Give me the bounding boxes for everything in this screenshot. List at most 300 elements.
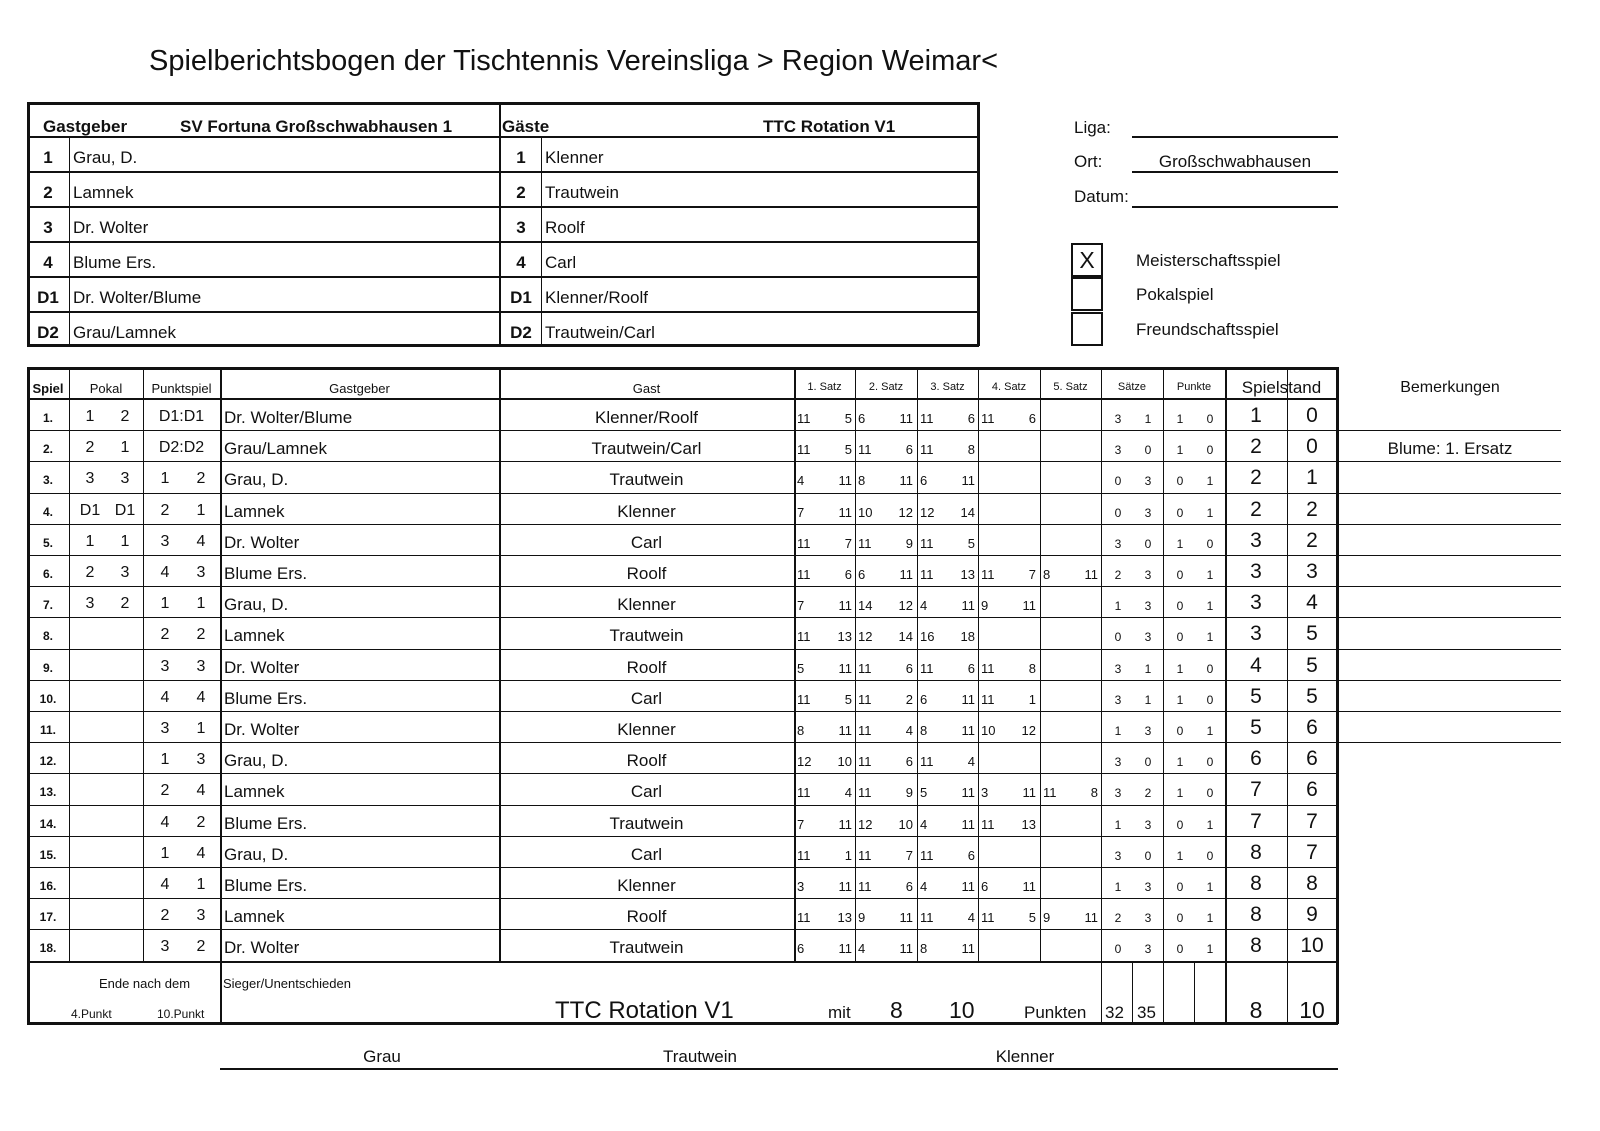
spielstand-guest: 5 <box>1306 653 1318 677</box>
punkte-home: 1 <box>1176 536 1184 551</box>
col-line <box>1287 961 1288 1024</box>
set-score-guest: 11 <box>838 816 852 832</box>
punkte-home: 0 <box>1176 724 1184 738</box>
row-line <box>27 555 1338 556</box>
guest-player: Roolf <box>626 751 667 771</box>
punkte-home: 0 <box>1176 474 1184 489</box>
set-score-home: 12 <box>858 816 873 832</box>
guest-player: Carl <box>630 532 663 552</box>
punkte-guest: 0 <box>1206 755 1214 770</box>
spielstand-home: 7 <box>1250 809 1262 833</box>
col-line <box>220 961 222 1024</box>
set-score-home: 8 <box>920 941 928 957</box>
col-line <box>1101 367 1102 961</box>
punkte-guest: 1 <box>1206 880 1214 894</box>
set-score-guest: 2 <box>905 691 913 707</box>
remarks-line <box>1338 430 1561 431</box>
col-header-saetze: Sätze <box>1117 381 1147 393</box>
pokal-a: 2 <box>85 439 95 457</box>
punkte-guest: 0 <box>1206 848 1214 863</box>
set-score-home: 11 <box>920 567 934 582</box>
spielstand-home: 2 <box>1250 497 1262 521</box>
set-score-home: 11 <box>981 691 995 707</box>
punkte-home: 0 <box>1176 911 1184 926</box>
remarks-line <box>1338 742 1561 743</box>
spielstand-guest: 4 <box>1306 591 1318 615</box>
sieger-label: Sieger/Unentschieden <box>223 976 351 991</box>
ort-label: Ort: <box>1074 152 1103 171</box>
set-score-home: 10 <box>981 723 996 738</box>
set-score-home: 11 <box>920 660 934 676</box>
remark: Blume: 1. Ersatz <box>1387 439 1513 459</box>
set-score-home: 4 <box>920 879 928 894</box>
punktspiel-a: 1 <box>160 595 170 613</box>
set-score-home: 11 <box>920 442 934 458</box>
row-line <box>27 461 1338 462</box>
guest-player: Klenner <box>617 595 676 615</box>
punkte-home: 0 <box>1176 568 1184 582</box>
set-score-home: 11 <box>797 910 811 926</box>
guest-player-number: D1 <box>510 288 532 307</box>
set-score-home: 11 <box>797 629 811 645</box>
spielstand-guest: 7 <box>1306 840 1318 864</box>
set-score-home: 11 <box>858 660 872 676</box>
spielstand-guest: 3 <box>1306 560 1318 583</box>
col-line <box>1163 961 1164 1024</box>
spielstand-guest: 6 <box>1306 716 1318 739</box>
set-score-guest: 10 <box>837 754 852 770</box>
punkte-guest: 1 <box>1206 568 1214 582</box>
spielstand-home: 1 <box>1250 404 1262 427</box>
punkte-home: 0 <box>1176 505 1184 520</box>
set-score-home: 11 <box>920 535 934 551</box>
set-score-guest: 11 <box>899 411 913 426</box>
set-score-guest: 11 <box>1084 567 1098 582</box>
saetze-guest: 1 <box>1144 412 1152 426</box>
set-score-home: 5 <box>797 660 805 676</box>
set-score-guest: 11 <box>838 941 852 957</box>
set-score-guest: 7 <box>905 847 913 863</box>
set-score-guest: 13 <box>960 567 975 582</box>
set-score-home: 5 <box>920 785 928 801</box>
set-score-home: 7 <box>797 504 805 520</box>
saetze-home: 3 <box>1114 786 1122 801</box>
set-score-home: 8 <box>858 473 866 489</box>
home-player: Blume Ers. <box>224 564 308 583</box>
set-score-home: 11 <box>981 910 995 926</box>
guest-player-name: Carl <box>545 253 577 272</box>
saetze-home: 3 <box>1114 755 1122 770</box>
guest-player: Trautwein <box>609 938 684 958</box>
spielstand-guest: 2 <box>1306 528 1318 552</box>
set-score-home: 6 <box>981 879 989 894</box>
ende-label: Ende nach dem <box>98 976 191 991</box>
punkte-guest: 1 <box>1206 630 1214 645</box>
col-header-gast: Gast <box>632 381 661 396</box>
saetze-guest: 3 <box>1144 911 1152 926</box>
set-score-home: 11 <box>858 535 872 551</box>
set-score-home: 3 <box>797 879 805 894</box>
saetze-home: 1 <box>1114 817 1122 832</box>
set-score-home: 12 <box>797 754 812 770</box>
col-header-bemerkungen: Bemerkungen <box>1400 379 1500 396</box>
col-header-satz1: 1. Satz <box>807 381 842 393</box>
row-line <box>27 430 1338 431</box>
spielstand-guest: 0 <box>1306 435 1318 459</box>
set-score-home: 14 <box>858 598 873 614</box>
team-box-border <box>977 102 980 346</box>
set-score-home: 11 <box>797 411 811 426</box>
col-line <box>1287 367 1288 961</box>
set-score-guest: 6 <box>905 754 913 770</box>
punktspiel-a: 4 <box>160 813 170 831</box>
pokal-b: 3 <box>120 470 130 488</box>
header-line <box>27 398 1338 400</box>
pokal-b: 2 <box>120 595 130 613</box>
match-type-label: Meisterschaftsspiel <box>1136 251 1281 270</box>
set-score-guest: 9 <box>905 535 913 551</box>
set-score-home: 11 <box>858 691 872 707</box>
set-score-home: 9 <box>858 910 866 926</box>
punktspiel-pair: D1:D1 <box>158 408 205 425</box>
row-line <box>27 836 1338 837</box>
home-player: Dr. Wolter <box>224 657 300 677</box>
set-score-guest: 11 <box>838 879 852 894</box>
team-row-line <box>27 241 979 243</box>
set-score-guest: 4 <box>844 785 852 801</box>
set-score-home: 11 <box>858 723 872 738</box>
remarks-line <box>1338 555 1561 556</box>
set-score-home: 11 <box>858 785 872 801</box>
col-header-gastgeber: Gastgeber <box>329 381 390 396</box>
set-score-home: 11 <box>981 660 995 676</box>
punkte-guest: 0 <box>1206 536 1214 551</box>
set-score-home: 11 <box>858 847 872 863</box>
match-type-label: Freundschaftsspiel <box>1136 320 1279 339</box>
punktspiel-b: 2 <box>196 938 206 956</box>
col-line <box>1194 961 1195 1024</box>
punkte-guest: 0 <box>1206 443 1214 458</box>
row-number: 2. <box>42 442 53 457</box>
winner-team: TTC Rotation V1 <box>555 997 734 1024</box>
pokal-b: 2 <box>120 408 130 425</box>
punktspiel-a: 4 <box>160 688 170 706</box>
set-score-guest: 6 <box>967 847 975 863</box>
punktspiel-a: 1 <box>160 844 170 862</box>
punktspiel-b: 3 <box>196 564 206 581</box>
set-score-guest: 7 <box>1028 567 1036 582</box>
set-score-home: 11 <box>858 879 872 894</box>
set-score-guest: 11 <box>961 816 975 832</box>
home-player: Blume Ers. <box>224 688 308 708</box>
saetze-guest: 3 <box>1144 817 1152 832</box>
punkte-guest: 1 <box>1206 817 1214 832</box>
row-line <box>27 773 1338 774</box>
spielstand-guest: 0 <box>1306 404 1318 427</box>
col-header-satz5: 5. Satz <box>1053 381 1088 393</box>
col-line <box>855 367 856 961</box>
saetze-guest: 0 <box>1144 443 1152 458</box>
row-line <box>27 805 1338 806</box>
team-row-line <box>27 276 979 278</box>
punktspiel-a: 4 <box>160 564 170 581</box>
row-number: 7. <box>42 598 53 613</box>
guest-label: Gäste <box>502 117 550 136</box>
set-score-guest: 13 <box>1021 816 1036 832</box>
set-score-home: 8 <box>1043 567 1051 582</box>
saetze-home: 0 <box>1114 630 1122 645</box>
set-score-guest: 11 <box>961 691 975 707</box>
col-header-satz4: 4. Satz <box>991 381 1027 393</box>
page-title: Spielberichtsbogen der Tischtennis Vereinsliga > Region Weimar< <box>149 45 999 77</box>
home-player-name: Blume Ers. <box>73 253 157 272</box>
saetze-home: 1 <box>1114 880 1122 894</box>
set-score-home: 12 <box>920 504 935 520</box>
home-player: Dr. Wolter/Blume <box>224 408 353 427</box>
remarks-line <box>1338 461 1561 462</box>
punktspiel-a: 3 <box>160 720 170 737</box>
spielstand-guest: 5 <box>1306 622 1318 646</box>
remarks-line <box>1338 711 1561 712</box>
punktspiel-b: 1 <box>196 720 206 737</box>
row-number: 18. <box>39 941 57 956</box>
home-player: Dr. Wolter <box>224 532 300 552</box>
row-number: 13. <box>39 785 57 800</box>
remarks-line <box>1338 524 1561 525</box>
spielstand-home: 4 <box>1250 653 1262 677</box>
pokal-a: 2 <box>85 564 95 581</box>
col-line <box>1163 367 1164 961</box>
spielstand-home: 2 <box>1250 435 1262 459</box>
set-score-home: 11 <box>920 847 934 863</box>
guest-player-number: 3 <box>516 218 526 237</box>
spielstand-home: 3 <box>1250 560 1262 583</box>
punktspiel-a: 2 <box>160 501 170 519</box>
guest-player: Trautwein/Carl <box>591 439 702 459</box>
punkte-guest: 1 <box>1206 474 1214 489</box>
punktspiel-a: 2 <box>160 626 170 644</box>
home-player-number: D2 <box>37 323 59 342</box>
punkt10-label: 10.Punkt <box>157 1007 205 1021</box>
col-line <box>794 367 796 961</box>
col-header-punktspiel: Punktspiel <box>151 381 212 396</box>
set-score-home: 11 <box>1043 785 1057 801</box>
set-score-guest: 11 <box>838 473 852 489</box>
set-score-guest: 11 <box>961 473 975 489</box>
row-number: 14. <box>39 816 57 831</box>
punkte-guest: 1 <box>1206 724 1214 738</box>
col-line <box>1101 961 1102 1024</box>
saetze-guest: 3 <box>1144 724 1152 738</box>
set-score-guest: 11 <box>961 785 975 801</box>
set-score-guest: 11 <box>1022 785 1036 801</box>
set-score-guest: 5 <box>844 411 852 426</box>
match-type-checkbox[interactable] <box>1071 277 1103 311</box>
total-saetze-home: 32 <box>1105 1003 1124 1022</box>
saetze-home: 2 <box>1114 568 1122 582</box>
punkte-home: 1 <box>1176 692 1184 707</box>
spielstand-home: 3 <box>1250 591 1262 615</box>
set-score-home: 11 <box>797 785 811 801</box>
signature-name: Klenner <box>995 1047 1055 1066</box>
spielstand-home: 8 <box>1250 872 1262 895</box>
final-stand-guest: 10 <box>1299 997 1325 1023</box>
set-score-guest: 1 <box>1028 691 1036 707</box>
set-score-home: 11 <box>797 691 811 707</box>
home-player-number: 2 <box>43 183 53 202</box>
home-player: Lamnek <box>224 501 285 521</box>
saetze-guest: 3 <box>1144 474 1152 489</box>
guest-player: Klenner <box>617 720 676 739</box>
col-line <box>1132 961 1133 1024</box>
set-score-guest: 6 <box>905 879 913 894</box>
row-line <box>27 617 1338 618</box>
col-line <box>917 367 918 961</box>
set-score-home: 11 <box>920 754 934 770</box>
row-line <box>27 524 1338 525</box>
col-line <box>1225 367 1227 961</box>
home-player: Grau/Lamnek <box>224 439 327 459</box>
saetze-home: 3 <box>1114 412 1122 426</box>
set-score-guest: 5 <box>967 535 975 551</box>
set-score-guest: 13 <box>837 910 852 926</box>
punktspiel-b: 4 <box>196 844 206 862</box>
team-box-border <box>27 344 979 347</box>
punktspiel-a: 1 <box>160 470 170 488</box>
set-score-home: 3 <box>981 785 989 801</box>
set-score-home: 12 <box>858 629 873 645</box>
set-score-guest: 11 <box>899 567 913 582</box>
home-team-name: SV Fortuna Großschwabhausen 1 <box>180 117 453 136</box>
match-type-checkbox[interactable] <box>1071 312 1103 346</box>
punkte-home: 0 <box>1176 599 1184 614</box>
row-number: 12. <box>39 754 57 769</box>
home-player: Lamnek <box>224 782 285 802</box>
set-score-guest: 4 <box>967 754 975 770</box>
spielstand-home: 6 <box>1250 747 1262 771</box>
row-number: 5. <box>42 535 53 550</box>
set-score-guest: 11 <box>899 941 913 957</box>
set-score-home: 4 <box>920 598 928 614</box>
home-player-name: Lamnek <box>73 183 134 202</box>
total-saetze-guest: 35 <box>1137 1003 1156 1022</box>
punktspiel-b: 1 <box>196 876 206 893</box>
set-score-guest: 4 <box>905 723 913 738</box>
punkte-home: 1 <box>1176 755 1184 770</box>
pokal-a: 3 <box>85 595 95 613</box>
match-type-label: Pokalspiel <box>1136 285 1214 304</box>
col-header-spiel: Spiel <box>32 381 64 396</box>
saetze-home: 3 <box>1114 661 1122 676</box>
set-score-guest: 14 <box>960 504 975 520</box>
set-score-guest: 6 <box>967 660 975 676</box>
saetze-home: 3 <box>1114 536 1122 551</box>
punktspiel-b: 1 <box>196 501 206 519</box>
set-score-home: 6 <box>797 941 805 957</box>
punkt4-label: 4.Punkt <box>71 1007 112 1021</box>
spielstand-home: 3 <box>1250 622 1262 646</box>
remarks-line <box>1338 617 1561 618</box>
punkte-guest: 1 <box>1206 911 1214 926</box>
mit-label: mit <box>828 1003 851 1022</box>
set-score-home: 9 <box>1043 910 1051 926</box>
set-score-home: 11 <box>981 816 995 832</box>
set-score-home: 7 <box>797 598 805 614</box>
punktspiel-pair: D2:D2 <box>158 439 205 457</box>
col-header-punkte: Punkte <box>1176 381 1212 393</box>
row-number: 8. <box>42 629 53 644</box>
home-player: Grau, D. <box>224 470 289 490</box>
set-score-home: 11 <box>920 411 934 426</box>
spielstand-guest: 7 <box>1306 809 1318 833</box>
set-score-home: 11 <box>797 442 811 458</box>
guest-player: Trautwein <box>609 470 684 490</box>
punkte-home: 1 <box>1176 848 1184 863</box>
set-score-guest: 6 <box>1028 411 1036 426</box>
home-player-number: 4 <box>43 253 53 272</box>
pokal-b: 1 <box>120 532 130 550</box>
set-score-guest: 12 <box>898 598 913 614</box>
team-row-line <box>27 311 979 313</box>
row-number: 4. <box>42 504 53 519</box>
saetze-guest: 0 <box>1144 536 1152 551</box>
set-score-guest: 11 <box>899 910 913 926</box>
match-type-checkbox[interactable]: X <box>1071 243 1103 277</box>
col-header-satz2: 2. Satz <box>868 381 904 393</box>
set-score-guest: 11 <box>961 723 975 738</box>
row-line <box>27 867 1338 868</box>
home-player-number: D1 <box>37 288 59 307</box>
home-player-name: Grau, D. <box>73 148 138 167</box>
team-col-line <box>541 136 542 346</box>
pokal-b: D1 <box>114 501 136 519</box>
signature-name: Grau <box>363 1047 401 1066</box>
pokal-a: 3 <box>85 470 95 488</box>
final-score-guest: 10 <box>949 997 975 1023</box>
set-score-guest: 11 <box>961 879 975 894</box>
saetze-guest: 0 <box>1144 848 1152 863</box>
set-score-guest: 7 <box>844 535 852 551</box>
guest-team-name: TTC Rotation V1 <box>763 117 896 136</box>
punkte-guest: 0 <box>1206 412 1214 426</box>
home-player: Lamnek <box>224 626 285 646</box>
row-line <box>27 711 1338 712</box>
set-score-guest: 11 <box>838 504 852 520</box>
row-number: 6. <box>42 567 53 581</box>
table-border <box>1336 367 1339 1024</box>
pokal-a: D1 <box>79 501 101 519</box>
set-score-home: 11 <box>858 442 872 458</box>
punktspiel-b: 2 <box>196 470 206 488</box>
set-score-guest: 6 <box>844 567 852 582</box>
home-player: Dr. Wolter <box>224 720 300 739</box>
row-line <box>27 586 1338 587</box>
home-player-name: Dr. Wolter/Blume <box>73 288 202 307</box>
set-score-home: 11 <box>797 847 811 863</box>
liga-label: Liga: <box>1074 118 1111 137</box>
saetze-guest: 0 <box>1144 755 1152 770</box>
home-player: Grau, D. <box>224 751 289 771</box>
saetze-guest: 3 <box>1144 568 1152 582</box>
row-number: 1. <box>42 411 53 425</box>
saetze-guest: 3 <box>1144 505 1152 520</box>
row-line <box>27 961 1338 963</box>
spielstand-home: 8 <box>1250 903 1262 927</box>
home-player: Blume Ers. <box>224 813 308 833</box>
set-score-home: 4 <box>797 473 805 489</box>
set-score-guest: 6 <box>967 411 975 426</box>
guest-player-number: 1 <box>516 148 526 167</box>
